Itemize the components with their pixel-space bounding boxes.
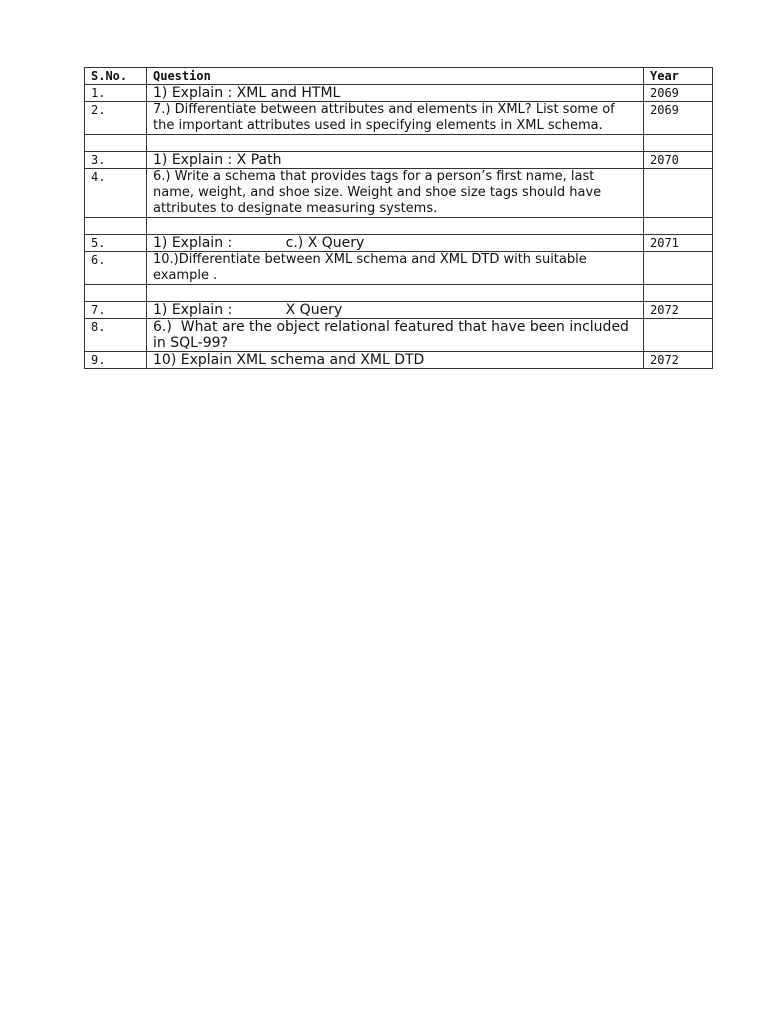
cell-question: 10) Explain XML schema and XML DTD <box>147 352 644 369</box>
table-row <box>85 169 713 218</box>
empty-cell <box>644 285 713 302</box>
cell-question: 1) Explain : c.) X Query <box>147 235 644 252</box>
cell-year: 2071 <box>644 235 713 252</box>
empty-cell <box>147 218 644 235</box>
header-question: Question <box>147 68 644 85</box>
header-row <box>85 68 713 85</box>
spacer-row <box>85 135 713 152</box>
cell-sno: 4. <box>85 169 147 218</box>
cell-question: 1) Explain : XML and HTML <box>147 85 644 102</box>
empty-cell <box>147 285 644 302</box>
cell-question: 6.) Write a schema that provides tags for a person’s first name, last name, weight, and shoe size. Weight and shoe size tags should have attributes to designate measuring systems. <box>147 169 644 218</box>
table-row <box>85 102 713 135</box>
cell-sno: 2. <box>85 102 147 135</box>
empty-cell <box>644 218 713 235</box>
cell-year: 2072 <box>644 352 713 369</box>
cell-year: 2070 <box>644 152 713 169</box>
cell-year <box>644 319 713 352</box>
cell-year: 2069 <box>644 85 713 102</box>
cell-sno: 7. <box>85 302 147 319</box>
cell-year <box>644 169 713 218</box>
empty-cell <box>644 135 713 152</box>
cell-question: 10.)Differentiate between XML schema and XML DTD with suitable example . <box>147 252 644 285</box>
empty-cell <box>85 135 147 152</box>
cell-sno: 1. <box>85 85 147 102</box>
empty-cell <box>85 218 147 235</box>
table-row <box>85 85 713 102</box>
table-row <box>85 235 713 252</box>
empty-cell <box>147 135 644 152</box>
cell-question: 7.) Differentiate between attributes and elements in XML? List some of the important attributes used in specifying elements in XML schema. <box>147 102 644 135</box>
cell-sno: 8. <box>85 319 147 352</box>
cell-sno: 6. <box>85 252 147 285</box>
table-row <box>85 319 713 352</box>
cell-sno: 5. <box>85 235 147 252</box>
cell-sno: 3. <box>85 152 147 169</box>
cell-question: 1) Explain : X Path <box>147 152 644 169</box>
table-row <box>85 302 713 319</box>
header-year: Year <box>644 68 713 85</box>
empty-cell <box>85 285 147 302</box>
cell-question: 1) Explain : X Query <box>147 302 644 319</box>
spacer-row <box>85 218 713 235</box>
cell-year: 2072 <box>644 302 713 319</box>
cell-sno: 9. <box>85 352 147 369</box>
cell-year <box>644 252 713 285</box>
header-sno: S.No. <box>85 68 147 85</box>
table-row <box>85 352 713 369</box>
spacer-row <box>85 285 713 302</box>
cell-year: 2069 <box>644 102 713 135</box>
table-row <box>85 252 713 285</box>
question-table <box>84 67 713 369</box>
table-row <box>85 152 713 169</box>
cell-question: 6.) What are the object relational featured that have been included in SQL-99? <box>147 319 644 352</box>
